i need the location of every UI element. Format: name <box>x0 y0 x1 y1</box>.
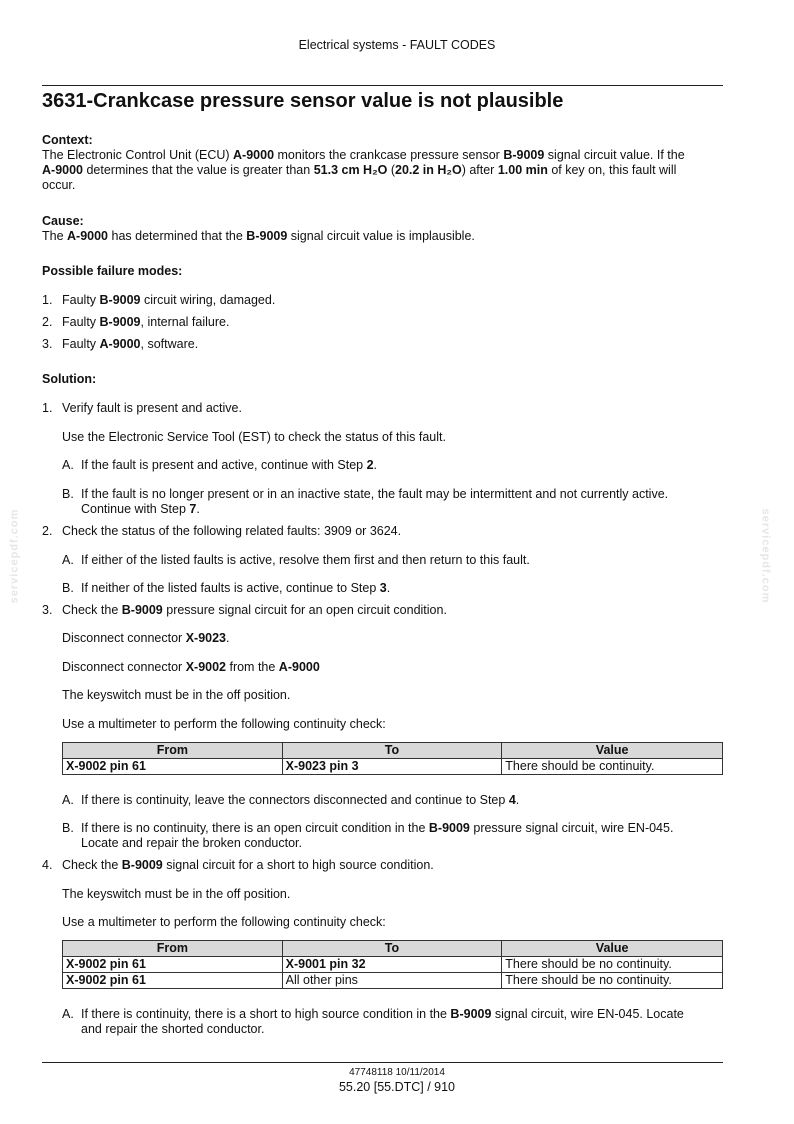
step-3-disconnect-2: Disconnect connector X-9002 from the A-9000 <box>62 660 320 674</box>
context-label: Context: <box>42 133 93 147</box>
column-header-from: From <box>63 743 283 759</box>
cause-text: The A-9000 has determined that the B-9009 signal circuit value is implausible. <box>42 229 475 243</box>
continuity-table-2 <box>62 940 723 989</box>
cell-value: There should be no continuity. <box>502 973 723 989</box>
step-3-multimeter-note: Use a multimeter to perform the following continuity check: <box>62 717 386 731</box>
context-paragraph <box>42 148 723 193</box>
cell-to: All other pins <box>282 973 502 989</box>
step-1-note: Use the Electronic Service Tool (EST) to check the status of this fault. <box>62 430 446 444</box>
footer-doc-id: 47748118 10/11/2014 <box>349 1067 445 1078</box>
watermark-left: servicepdf.com <box>8 508 21 604</box>
column-header-to: To <box>282 743 502 759</box>
running-header: Electrical systems - FAULT CODES <box>298 38 496 52</box>
page-title: 3631-Crankcase pressure sensor value is not plausible <box>42 90 564 112</box>
step-4-multimeter-note: Use a multimeter to perform the following continuity check: <box>62 915 386 929</box>
failure-modes-label: Possible failure modes: <box>42 264 183 278</box>
table-row <box>63 957 723 973</box>
table-row <box>63 973 723 989</box>
header-rule <box>42 85 723 86</box>
column-header-value: Value <box>502 743 723 759</box>
context-line-1: The Electronic Control Unit (ECU) A-9000 monitors the crankcase pressure sensor B-9009 signal circuit value. If the <box>42 148 685 162</box>
cell-value: There should be continuity. <box>502 759 723 775</box>
table-row <box>63 759 723 775</box>
cause-label: Cause: <box>42 214 84 228</box>
cell-from: X-9002 pin 61 <box>63 973 283 989</box>
footer-page-number: 55.20 [55.DTC] / 910 <box>338 1080 456 1094</box>
cell-to: X-9001 pin 32 <box>282 957 502 973</box>
watermark-right: servicepdf.com <box>759 508 772 604</box>
context-line-2: A-9000 determines that the value is greater than 51.3 cm H₂O (20.2 in H₂O) after 1.00 min of key on, this fault will <box>42 163 677 177</box>
footer-rule <box>42 1062 723 1063</box>
column-header-from: From <box>63 941 283 957</box>
continuity-table-1 <box>62 742 723 775</box>
cell-to: X-9023 pin 3 <box>282 759 502 775</box>
step-3-disconnect-1: Disconnect connector X-9023. <box>62 631 230 645</box>
cell-from: X-9002 pin 61 <box>63 759 283 775</box>
context-line-3: occur. <box>42 178 76 192</box>
table-header-row <box>63 743 723 759</box>
step-3-keyswitch-note: The keyswitch must be in the off position. <box>62 688 291 702</box>
cell-value: There should be no continuity. <box>502 957 723 973</box>
column-header-value: Value <box>502 941 723 957</box>
step-4-keyswitch-note: The keyswitch must be in the off position. <box>62 887 291 901</box>
solution-label: Solution: <box>42 372 97 386</box>
table-header-row <box>63 941 723 957</box>
cell-from: X-9002 pin 61 <box>63 957 283 973</box>
column-header-to: To <box>282 941 502 957</box>
